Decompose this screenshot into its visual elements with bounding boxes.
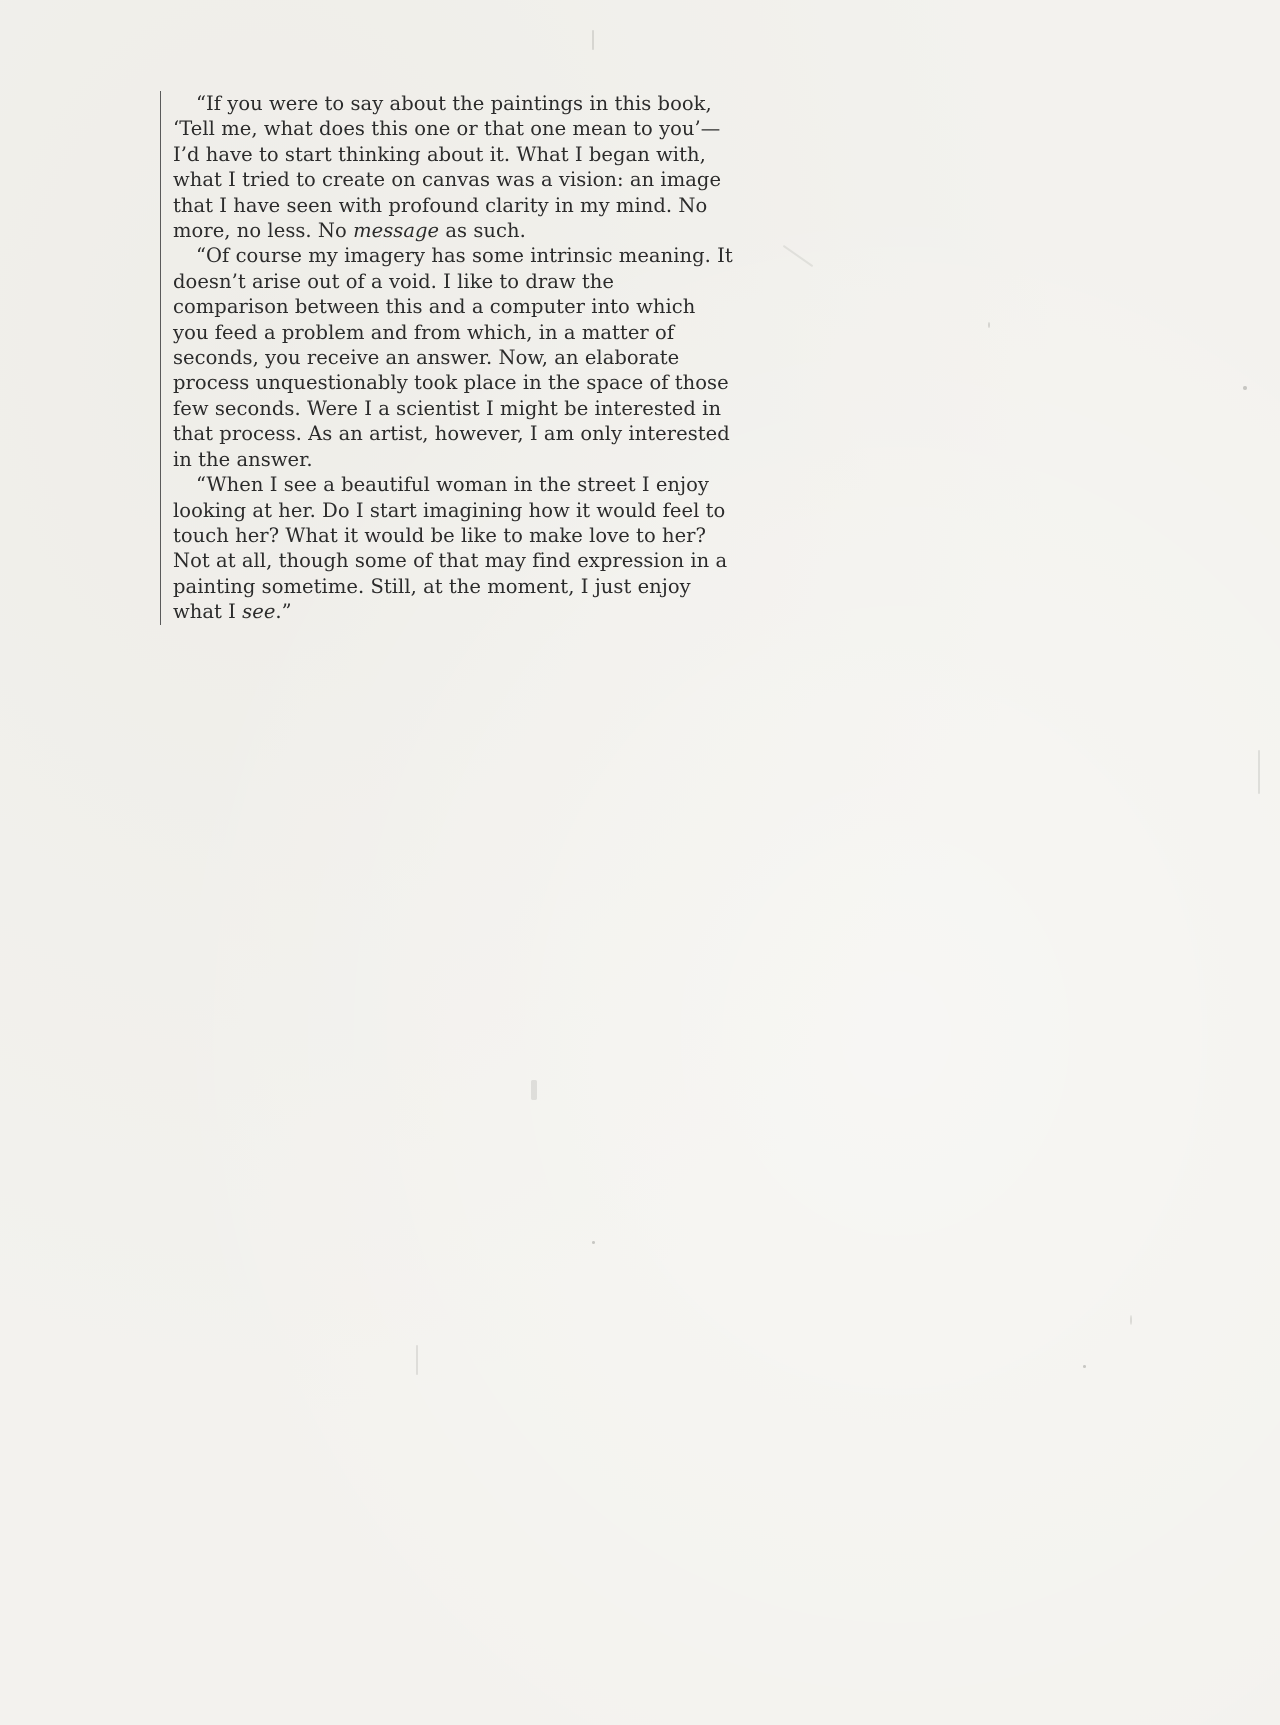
quote-paragraph-1	[173, 91, 733, 243]
paper-speck	[416, 1345, 418, 1375]
paragraph-3-emphasis-see: see	[242, 600, 276, 624]
paper-speck	[592, 1241, 595, 1244]
quote-paragraph-3	[173, 472, 733, 624]
paper-speck	[531, 1080, 537, 1100]
quote-paragraph-2	[173, 243, 733, 472]
paper-speck	[1243, 386, 1247, 390]
paper-speck	[1130, 1315, 1132, 1325]
quote-block	[160, 91, 733, 625]
paragraph-1-text-b: as such.	[439, 219, 526, 243]
paper-speck	[783, 245, 814, 267]
paper-speck	[592, 30, 594, 50]
paper-speck	[1083, 1365, 1086, 1368]
paragraph-2-text: “Of course my imagery has some intrinsic meaning. It doesn’t arise out of a void. I like to draw the comparison between this and a computer into which you feed a problem and from which, in a matter of seconds, you receive an answer. Now, an elaborate process unquestionably took place in the space of those few seconds. Were I a scientist I might be interested in that process. As an artist, however, I am only interested in the answer.	[173, 244, 733, 471]
paragraph-1-emphasis-message: message	[353, 219, 440, 243]
paragraph-1-text-a: “If you were to say about the paintings in this book, ‘Tell me, what does this one or that one mean to you’—I’d have to start thinking about it. What I began with, what I tried to create on canvas was a vision: an image that I have seen with profound clarity in my mind. No more, no less. No	[173, 92, 722, 243]
paragraph-3-text-b: .”	[275, 600, 292, 624]
paper-speck	[1258, 750, 1260, 794]
paragraph-3-text-a: “When I see a beautiful woman in the street I enjoy looking at her. Do I start imagining how it would feel to touch her? What it would be like to make love to her? Not at all, though some of that may find expression in a painting sometime. Still, at the moment, I just enjoy what I	[173, 473, 728, 624]
paper-speck	[988, 322, 990, 328]
